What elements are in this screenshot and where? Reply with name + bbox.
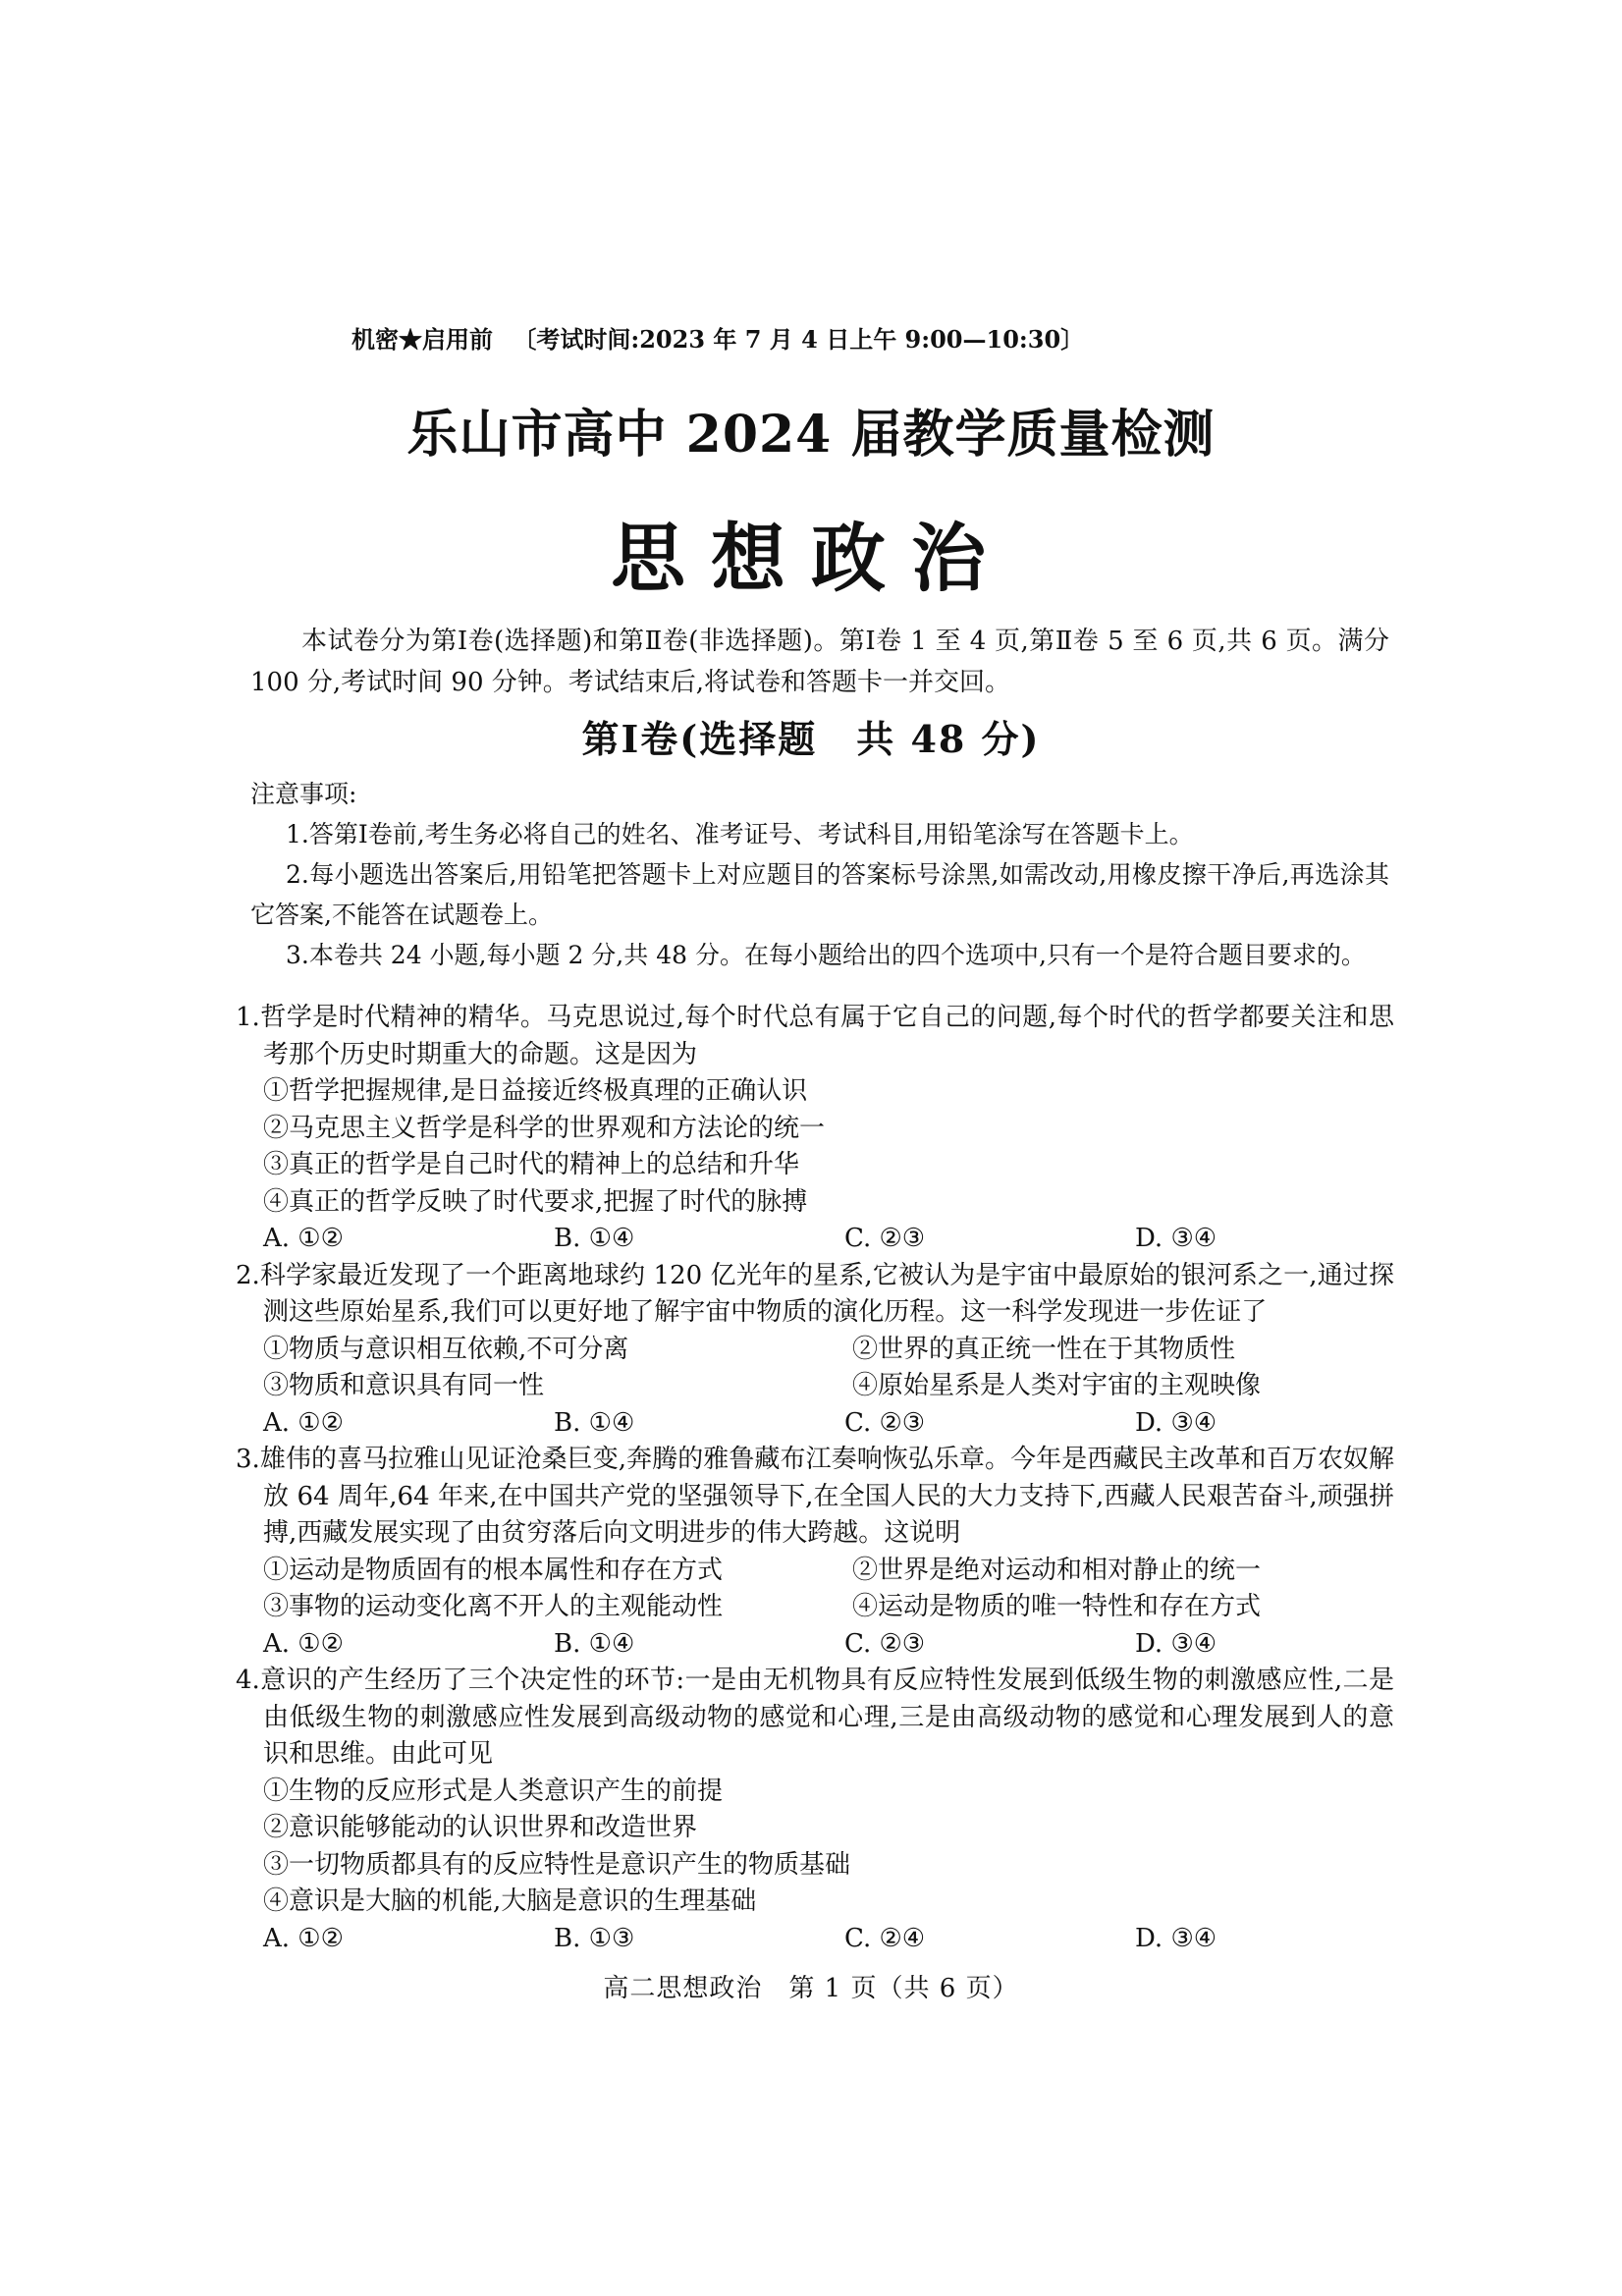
question-stem: 2.科学家最近发现了一个距离地球约 120 亿光年的星系,它被认为是宇宙中最原始的银河系之一,通过探测这些原始星系,我们可以更好地了解宇宙中物质的演化历程。这一科学发现进一步佐证了: [236, 1260, 1394, 1327]
question-1: [236, 1000, 1394, 1258]
answer-choices: [236, 1626, 1394, 1664]
answer-choice-b: B. ①③: [554, 1923, 635, 1953]
question-stem: 3.雄伟的喜马拉雅山见证沧桑巨变,奔腾的雅鲁藏布江奏响恢弘乐章。今年是西藏民主改革和百万农奴解放 64 周年,64 年来,在中国共产党的坚强领导下,在全国人民的大力支持下,西藏人民艰苦奋斗,顽强拼搏,西藏发展实现了由贫穷落后向文明进步的伟大跨越。这说明: [236, 1445, 1394, 1548]
question-option: ②意识能够能动的认识世界和改造世界: [263, 1813, 698, 1842]
option-row: [236, 1589, 1394, 1626]
header-line: [351, 320, 1084, 355]
note-item: 1.答第Ⅰ卷前,考生务必将自己的姓名、准考证号、考试科目,用铅笔涂写在答题卡上。: [286, 820, 1194, 848]
question-option: ①哲学把握规律,是日益接近终极真理的正确认识: [263, 1076, 808, 1106]
question-option: ①生物的反应形式是人类意识产生的前提: [263, 1776, 724, 1806]
question-stem: 1.哲学是时代精神的精华。马克思说过,每个时代总有属于它自己的问题,每个时代的哲学都要关注和思考那个历史时期重大的命题。这是因为: [236, 1003, 1394, 1069]
question-2: [236, 1258, 1394, 1443]
answer-choice-c: C. ②④: [844, 1923, 926, 1953]
answer-choice-c: C. ②③: [844, 1628, 926, 1659]
question-option: ②世界的真正统一性在于其物质性: [852, 1334, 1236, 1364]
question-option: ③物质和意识具有同一性: [263, 1371, 545, 1400]
answer-choice-c: C. ②③: [844, 1224, 926, 1253]
option-row: [236, 1332, 1394, 1369]
question-4: [236, 1663, 1394, 1957]
answer-choice-a: A. ①②: [263, 1628, 344, 1659]
answer-choice-d: D. ③④: [1135, 1923, 1217, 1953]
question-3: [236, 1442, 1394, 1663]
option-row: [236, 1553, 1394, 1590]
note-item: 2.每小题选出答案后,用铅笔把答题卡上对应题目的答案标号涂黑,如需改动,用橡皮擦干净后,再选涂其它答案,不能答在试题卷上。: [250, 860, 1389, 929]
answer-choice-a: A. ①②: [263, 1407, 344, 1438]
answer-choices: [236, 1221, 1394, 1258]
answer-choice-d: D. ③④: [1135, 1224, 1217, 1253]
answer-choice-b: B. ①④: [554, 1628, 635, 1659]
answer-choice-d: D. ③④: [1135, 1628, 1217, 1659]
question-option: ②马克思主义哲学是科学的世界观和方法论的统一: [263, 1113, 826, 1143]
question-option: ④原始星系是人类对宇宙的主观映像: [852, 1371, 1262, 1400]
question-stem: 4.意识的产生经历了三个决定性的环节:一是由无机物具有反应特性发展到低级生物的刺激感应性,二是由低级生物的刺激感应性发展到高级动物的感觉和心理,三是由高级动物的感觉和心理发展到人的意识和思维。由此可见: [236, 1666, 1394, 1769]
question-option: ④意识是大脑的机能,大脑是意识的生理基础: [263, 1886, 757, 1916]
answer-choices: [236, 1405, 1394, 1443]
question-option: ③事物的运动变化离不开人的主观能动性: [263, 1592, 724, 1621]
option-row: [236, 1368, 1394, 1405]
answer-choice-c: C. ②③: [844, 1407, 926, 1438]
exam-time: 〔考试时间:2023 年 7 月 4 日上午 9:00—10:30〕: [513, 325, 1085, 354]
notes-block: [250, 774, 1389, 975]
note-item: 3.本卷共 24 小题,每小题 2 分,共 48 分。在每小题给出的四个选项中,只有一个是符合题目要求的。: [286, 941, 1366, 969]
question-option: ①物质与意识相互依赖,不可分离: [263, 1334, 629, 1364]
question-option: ②世界是绝对运动和相对静止的统一: [852, 1555, 1262, 1585]
question-option: ④真正的哲学反映了时代要求,把握了时代的脉搏: [263, 1186, 808, 1217]
section-heading: 第Ⅰ卷(选择题 共 48 分): [581, 717, 1041, 761]
answer-choice-a: A. ①②: [263, 1224, 344, 1253]
question-option: ①运动是物质固有的根本属性和存在方式: [263, 1555, 724, 1585]
intro-paragraph: 本试卷分为第Ⅰ卷(选择题)和第Ⅱ卷(非选择题)。第Ⅰ卷 1 至 4 页,第Ⅱ卷 5 至 6 页,共 6 页。满分 100 分,考试时间 90 分钟。考试结束后,将试卷和答题卡一并交回。: [250, 627, 1389, 697]
confidential-mark: 机密★启用前: [351, 325, 493, 354]
exam-title: 乐山市高中 2024 届教学质量检测: [406, 405, 1216, 465]
answer-choice-d: D. ③④: [1135, 1407, 1217, 1438]
question-option: ③真正的哲学是自己时代的精神上的总结和升华: [263, 1150, 800, 1179]
question-list: [236, 1000, 1394, 1957]
subject-title: 思想政治: [611, 515, 1011, 602]
question-option: ③一切物质都具有的反应特性是意识产生的物质基础: [263, 1849, 851, 1880]
answer-choice-a: A. ①②: [263, 1923, 344, 1953]
page-footer: 高二思想政治 第 1 页（共 6 页）: [603, 1974, 1019, 2003]
answer-choices: [236, 1921, 1394, 1958]
notes-title: 注意事项:: [250, 780, 357, 808]
answer-choice-b: B. ①④: [554, 1407, 635, 1438]
question-option: ④运动是物质的唯一特性和存在方式: [852, 1592, 1262, 1621]
answer-choice-b: B. ①④: [554, 1224, 635, 1253]
